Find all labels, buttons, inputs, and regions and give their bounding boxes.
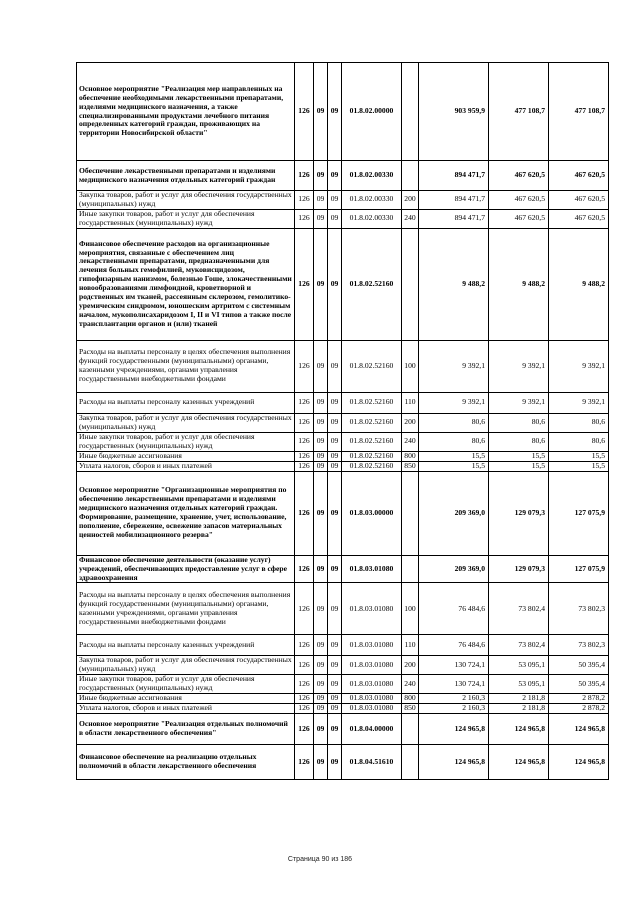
row-description: Иные закупки товаров, работ и услуг для обеспечения государственных (муниципальных) нужд [77,675,295,694]
subsection-code: 09 [328,745,342,780]
row-description: Иные закупки товаров, работ и услуг для обеспечения государственных (муниципальных) нужд [77,209,295,228]
subsection-code: 09 [328,228,342,340]
section-code: 09 [314,191,328,210]
table-row [77,340,609,392]
table-row [77,675,609,694]
subsection-code: 09 [328,656,342,675]
table-row [77,694,609,704]
subsection-code: 09 [328,675,342,694]
ministry-code: 126 [295,471,314,555]
amount-year-1: 76 484,6 [419,583,489,635]
table-row [77,555,609,583]
subsection-code: 09 [328,432,342,451]
amount-year-3: 127 075,9 [549,555,609,583]
table-row [77,704,609,714]
amount-year-3: 73 802,3 [549,635,609,656]
amount-year-3: 467 620,5 [549,209,609,228]
amount-year-3: 50 395,4 [549,656,609,675]
row-description: Закупка товаров, работ и услуг для обеспечения государственных (муниципальных) нужд [77,413,295,432]
table-row [77,413,609,432]
amount-year-2: 2 181,8 [489,694,549,704]
ministry-code: 126 [295,228,314,340]
row-description: Иные закупки товаров, работ и услуг для обеспечения государственных (муниципальных) нужд [77,432,295,451]
amount-year-2: 9 392,1 [489,340,549,392]
ministry-code: 126 [295,555,314,583]
amount-year-1: 2 160,3 [419,704,489,714]
target-article-code: 01.8.02.52160 [342,228,402,340]
amount-year-2: 73 802,4 [489,635,549,656]
ministry-code: 126 [295,656,314,675]
subsection-code: 09 [328,209,342,228]
section-code: 09 [314,635,328,656]
amount-year-1: 15,5 [419,461,489,471]
expense-type-code [402,228,419,340]
amount-year-3: 9 392,1 [549,340,609,392]
table-row [77,714,609,745]
expense-type-code: 240 [402,675,419,694]
amount-year-2: 53 095,1 [489,675,549,694]
ministry-code: 126 [295,694,314,704]
target-article-code: 01.8.04.51610 [342,745,402,780]
subsection-code: 09 [328,161,342,191]
target-article-code: 01.8.02.00330 [342,209,402,228]
table-row [77,209,609,228]
expense-type-code: 100 [402,340,419,392]
row-description: Иные бюджетные ассигнования [77,694,295,704]
table-row [77,745,609,780]
row-description: Расходы на выплаты персоналу казенных учреждений [77,635,295,656]
target-article-code: 01.8.02.00330 [342,191,402,210]
amount-year-2: 129 079,3 [489,471,549,555]
table-row [77,432,609,451]
amount-year-2: 2 181,8 [489,704,549,714]
expense-type-code [402,471,419,555]
expense-type-code: 850 [402,461,419,471]
amount-year-1: 124 965,8 [419,745,489,780]
target-article-code: 01.8.03.01080 [342,583,402,635]
subsection-code: 09 [328,461,342,471]
row-description: Финансовое обеспечение на реализацию отдельных полномочий в области лекарственного обеспечения [77,745,295,780]
section-code: 09 [314,451,328,461]
amount-year-3: 15,5 [549,461,609,471]
table-row [77,191,609,210]
amount-year-1: 80,6 [419,432,489,451]
expense-type-code: 800 [402,451,419,461]
table-row [77,392,609,413]
amount-year-2: 467 620,5 [489,209,549,228]
amount-year-2: 124 965,8 [489,714,549,745]
ministry-code: 126 [295,675,314,694]
subsection-code: 09 [328,471,342,555]
amount-year-1: 76 484,6 [419,635,489,656]
expense-type-code [402,714,419,745]
amount-year-1: 209 369,0 [419,471,489,555]
amount-year-3: 50 395,4 [549,675,609,694]
amount-year-1: 9 392,1 [419,392,489,413]
ministry-code: 126 [295,583,314,635]
section-code: 09 [314,555,328,583]
subsection-code: 09 [328,555,342,583]
section-code: 09 [314,432,328,451]
amount-year-2: 53 095,1 [489,656,549,675]
section-code: 09 [314,392,328,413]
subsection-code: 09 [328,694,342,704]
row-description: Закупка товаров, работ и услуг для обеспечения государственных (муниципальных) нужд [77,191,295,210]
section-code: 09 [314,745,328,780]
subsection-code: 09 [328,714,342,745]
amount-year-2: 9 392,1 [489,392,549,413]
amount-year-3: 9 392,1 [549,392,609,413]
row-description: Основное мероприятие "Реализация мер направленных на обеспечение необходимыми лекарственными препаратами, изделиями медицинского назначения, а также специализированными продуктами лечебного питания определенных категорий граждан, проживающих на территории Новосибирской области" [77,63,295,161]
table-row [77,656,609,675]
amount-year-1: 124 965,8 [419,714,489,745]
target-article-code: 01.8.03.01080 [342,635,402,656]
section-code: 09 [314,461,328,471]
amount-year-2: 477 108,7 [489,63,549,161]
target-article-code: 01.8.03.01080 [342,704,402,714]
table-row [77,63,609,161]
ministry-code: 126 [295,340,314,392]
ministry-code: 126 [295,209,314,228]
target-article-code: 01.8.03.01080 [342,675,402,694]
expense-type-code: 240 [402,432,419,451]
ministry-code: 126 [295,745,314,780]
ministry-code: 126 [295,451,314,461]
expense-type-code: 200 [402,191,419,210]
section-code: 09 [314,63,328,161]
amount-year-1: 80,6 [419,413,489,432]
expense-type-code: 110 [402,392,419,413]
section-code: 09 [314,209,328,228]
row-description: Уплата налогов, сборов и иных платежей [77,704,295,714]
amount-year-2: 124 965,8 [489,745,549,780]
amount-year-2: 467 620,5 [489,191,549,210]
expense-type-code [402,745,419,780]
table-row [77,161,609,191]
row-description: Обеспечение лекарственными препаратами и изделиями медицинского назначения отдельных категорий граждан [77,161,295,191]
amount-year-2: 129 079,3 [489,555,549,583]
amount-year-1: 894 471,7 [419,161,489,191]
target-article-code: 01.8.02.52160 [342,461,402,471]
ministry-code: 126 [295,704,314,714]
amount-year-2: 73 802,4 [489,583,549,635]
row-description: Расходы на выплаты персоналу казенных учреждений [77,392,295,413]
row-description: Расходы на выплаты персоналу в целях обеспечения выполнения функций государственными (муниципальными) органами, казенными учреждениями, органами управления государственными внебюджетными фондами [77,340,295,392]
row-description: Расходы на выплаты персоналу в целях обеспечения выполнения функций государственными (муниципальными) органами, казенными учреждениями, органами управления государственными внебюджетными фондами [77,583,295,635]
amount-year-3: 467 620,5 [549,161,609,191]
amount-year-1: 903 959,9 [419,63,489,161]
subsection-code: 09 [328,340,342,392]
section-code: 09 [314,583,328,635]
amount-year-3: 124 965,8 [549,714,609,745]
ministry-code: 126 [295,432,314,451]
amount-year-1: 894 471,7 [419,209,489,228]
section-code: 09 [314,704,328,714]
ministry-code: 126 [295,635,314,656]
section-code: 09 [314,471,328,555]
row-description: Финансовое обеспечение расходов на организационные мероприятия, связанные с обеспечением лиц лекарственными препаратами, предназначенными для лечения больных гемофилией, муковисцидозом, гипофизарным нанизмом, болезнью Гоше, злокачественными новообразованиями лимфоидной, кроветворной и родственных им тканей, рассеянным склерозом, гемолитико-уремическим синдромом, юношеским артритом с системным началом, мукополисахаридозом I, II и VI типов а также после трансплантации органов и (или) тканей [77,228,295,340]
page-number: Страница 90 из 186 [287,856,353,863]
section-code: 09 [314,656,328,675]
subsection-code: 09 [328,63,342,161]
amount-year-1: 9 488,2 [419,228,489,340]
subsection-code: 09 [328,191,342,210]
expense-type-code: 800 [402,694,419,704]
target-article-code: 01.8.03.01080 [342,656,402,675]
target-article-code: 01.8.02.52160 [342,392,402,413]
ministry-code: 126 [295,413,314,432]
target-article-code: 01.8.02.52160 [342,451,402,461]
section-code: 09 [314,228,328,340]
amount-year-3: 467 620,5 [549,191,609,210]
target-article-code: 01.8.02.00000 [342,63,402,161]
amount-year-3: 9 488,2 [549,228,609,340]
row-description: Иные бюджетные ассигнования [77,451,295,461]
amount-year-1: 9 392,1 [419,340,489,392]
section-code: 09 [314,694,328,704]
target-article-code: 01.8.03.01080 [342,555,402,583]
target-article-code: 01.8.02.52160 [342,413,402,432]
subsection-code: 09 [328,413,342,432]
expense-type-code: 200 [402,656,419,675]
subsection-code: 09 [328,704,342,714]
target-article-code: 01.8.04.00000 [342,714,402,745]
table-row [77,471,609,555]
ministry-code: 126 [295,714,314,745]
target-article-code: 01.8.02.00330 [342,161,402,191]
subsection-code: 09 [328,583,342,635]
budget-table [76,62,609,780]
amount-year-2: 15,5 [489,451,549,461]
section-code: 09 [314,340,328,392]
ministry-code: 126 [295,191,314,210]
section-code: 09 [314,413,328,432]
table-row [77,228,609,340]
row-description: Основное мероприятие "Организационные мероприятия по обеспечению лекарственными препаратами и изделиями медицинского назначения отдельных категорий граждан. Формирование, размещение, хранение, учет, использование, пополнение, сбережение, освежение запасов материальных ценностей мобилизационного резерва" [77,471,295,555]
row-description: Основное мероприятие "Реализация отдельных полномочий в области лекарственного обеспечения" [77,714,295,745]
subsection-code: 09 [328,635,342,656]
amount-year-1: 130 724,1 [419,656,489,675]
expense-type-code [402,63,419,161]
section-code: 09 [314,675,328,694]
amount-year-2: 80,6 [489,432,549,451]
ministry-code: 126 [295,461,314,471]
table-row [77,635,609,656]
expense-type-code: 110 [402,635,419,656]
table-row [77,583,609,635]
amount-year-1: 209 369,0 [419,555,489,583]
target-article-code: 01.8.03.00000 [342,471,402,555]
amount-year-3: 80,6 [549,432,609,451]
section-code: 09 [314,161,328,191]
expense-type-code [402,161,419,191]
amount-year-3: 80,6 [549,413,609,432]
expense-type-code: 240 [402,209,419,228]
expense-type-code: 200 [402,413,419,432]
amount-year-2: 467 620,5 [489,161,549,191]
amount-year-2: 80,6 [489,413,549,432]
amount-year-2: 15,5 [489,461,549,471]
ministry-code: 126 [295,392,314,413]
amount-year-1: 2 160,3 [419,694,489,704]
amount-year-3: 2 878,2 [549,694,609,704]
amount-year-2: 9 488,2 [489,228,549,340]
amount-year-1: 15,5 [419,451,489,461]
table-row [77,451,609,461]
amount-year-1: 130 724,1 [419,675,489,694]
amount-year-3: 15,5 [549,451,609,461]
target-article-code: 01.8.03.01080 [342,694,402,704]
target-article-code: 01.8.02.52160 [342,340,402,392]
row-description: Финансовое обеспечение деятельности (оказание услуг) учреждений, обеспечивающих предоставление услуг в сфере здравоохранения [77,555,295,583]
amount-year-3: 477 108,7 [549,63,609,161]
amount-year-1: 894 471,7 [419,191,489,210]
amount-year-3: 127 075,9 [549,471,609,555]
amount-year-3: 73 802,3 [549,583,609,635]
ministry-code: 126 [295,161,314,191]
table-body [77,63,609,780]
expense-type-code: 100 [402,583,419,635]
section-code: 09 [314,714,328,745]
row-description: Закупка товаров, работ и услуг для обеспечения государственных (муниципальных) нужд [77,656,295,675]
expense-type-code [402,555,419,583]
subsection-code: 09 [328,451,342,461]
amount-year-3: 2 878,2 [549,704,609,714]
table-row [77,461,609,471]
amount-year-3: 124 965,8 [549,745,609,780]
subsection-code: 09 [328,392,342,413]
target-article-code: 01.8.02.52160 [342,432,402,451]
expense-type-code: 850 [402,704,419,714]
row-description: Уплата налогов, сборов и иных платежей [77,461,295,471]
ministry-code: 126 [295,63,314,161]
